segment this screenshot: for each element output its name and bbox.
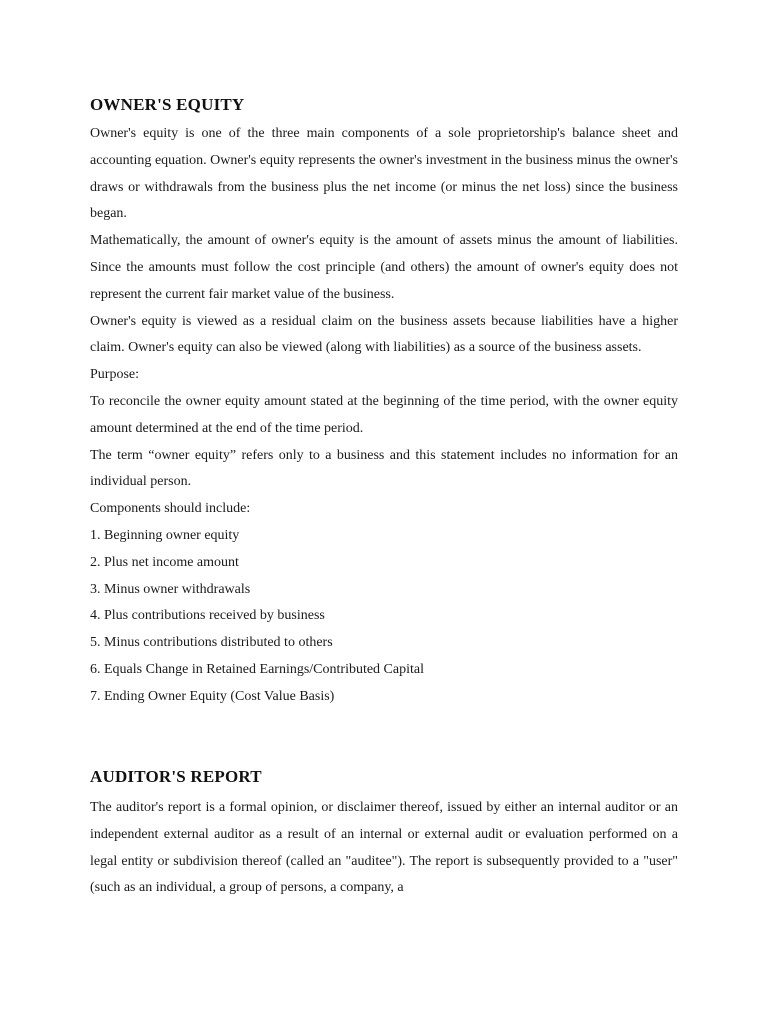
components-list (90, 523, 678, 711)
list-item: 3. Minus owner withdrawals (90, 581, 251, 597)
section-body-auditors-report (90, 795, 678, 902)
section-body-owners-equity (90, 121, 678, 711)
list-item: 1. Beginning owner equity (90, 527, 240, 543)
list-item: 4. Plus contributions received by business (90, 608, 325, 624)
list-item: 2. Plus net income amount (90, 554, 239, 570)
list-item: 5. Minus contributions distributed to others (90, 635, 333, 651)
section-heading-owners-equity: OWNER'S EQUITY (90, 95, 245, 114)
paragraph: Owner's equity is one of the three main components of a sole proprietorship's balance sheet and accounting equation. Owner's equity represents the owner's investment in the business minus the owner's draws or withdrawals from the business plus the net income (or minus the net loss) since the business began. (90, 126, 678, 222)
paragraph: The auditor's report is a formal opinion, or disclaimer thereof, issued by either an internal auditor or an independent external auditor as a result of an internal or external audit or evaluation performed on a legal entity or subdivision thereof (called an "auditee"). The report is subsequently provided to a "user" (such as an individual, a group of persons, a company, a (90, 800, 678, 896)
paragraph: To reconcile the owner equity amount stated at the beginning of the time period, with the owner equity amount determined at the end of the time period. (90, 393, 678, 436)
paragraph: Owner's equity is viewed as a residual claim on the business assets because liabilities have a higher claim. Owner's equity can also be viewed (along with liabilities) as a source of the business assets. (90, 313, 678, 356)
section-heading-auditors-report: AUDITOR'S REPORT (90, 767, 262, 786)
list-item: 6. Equals Change in Retained Earnings/Contributed Capital (90, 661, 424, 677)
paragraph: The term “owner equity” refers only to a business and this statement includes no information for an individual person. (90, 447, 678, 490)
components-label: Components should include: (90, 501, 251, 517)
list-item: 7. Ending Owner Equity (Cost Value Basis) (90, 688, 335, 704)
paragraph: Mathematically, the amount of owner's equity is the amount of assets minus the amount of liabilities. Since the amounts must follow the cost principle (and others) the amount of owner's equity does not represent the current fair market value of the business. (90, 233, 678, 302)
purpose-label: Purpose: (90, 367, 139, 383)
